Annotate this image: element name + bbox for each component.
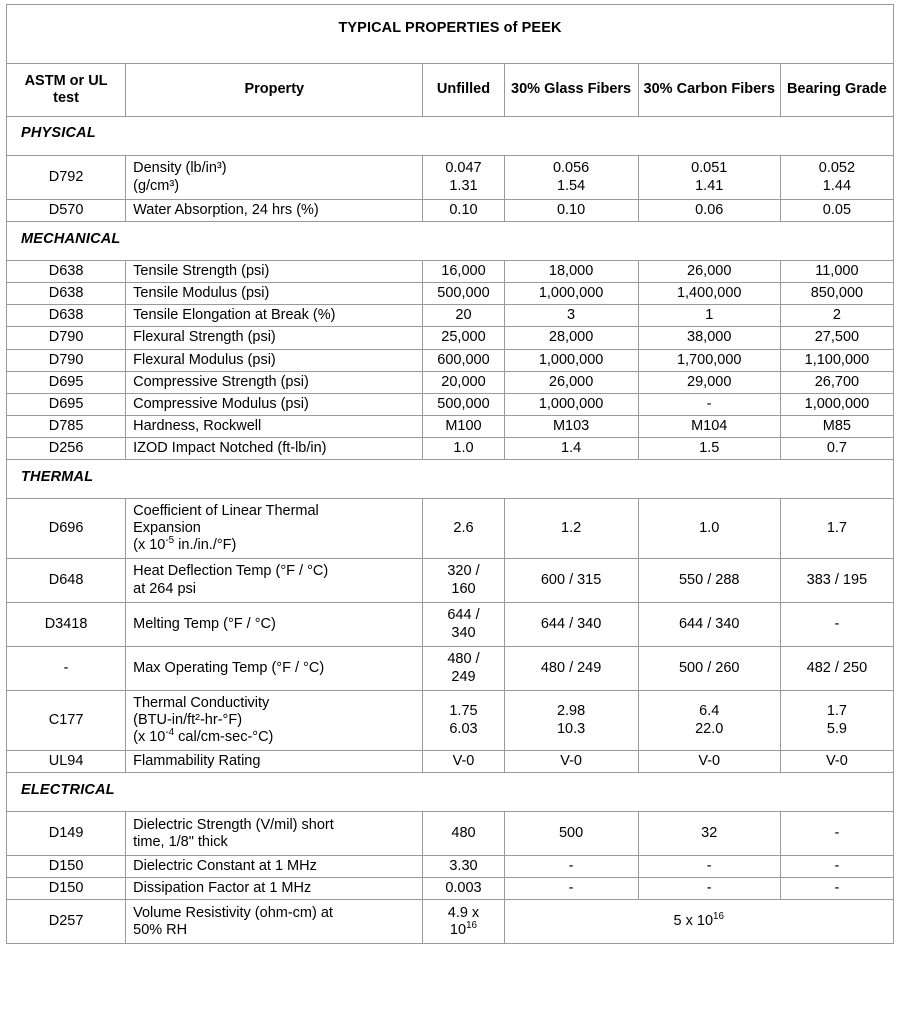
value-line: 10.3 — [556, 720, 586, 737]
section-title-physical: PHYSICAL — [7, 117, 894, 156]
cell-carbon: M104 — [638, 415, 780, 437]
cell-property — [126, 499, 423, 559]
section-header-row — [7, 222, 894, 261]
cell-carbon: 0.06 — [638, 200, 780, 222]
value-line: 22.0 — [695, 720, 724, 737]
value-mantissa: 10 — [449, 921, 467, 938]
cell-glass: 3 — [504, 305, 638, 327]
cell-unfilled: 480 — [423, 812, 504, 856]
cell-unfilled: 20 — [423, 305, 504, 327]
cell-unfilled — [423, 559, 504, 603]
cell-property: Melting Temp (°F / °C) — [126, 603, 423, 647]
cell-bearing — [780, 691, 893, 751]
cell-glass — [504, 156, 638, 200]
cell-bearing: 1,100,000 — [780, 349, 893, 371]
cell-astm: UL94 — [7, 751, 126, 773]
property-line: Density (lb/in³) — [133, 160, 227, 177]
value-line: 0.052 — [818, 160, 856, 177]
property-line — [133, 729, 419, 746]
value-line: 480 / — [447, 651, 480, 668]
table-row — [7, 393, 894, 415]
unit-suffix: cal/cm-sec-°C) — [174, 729, 274, 746]
cell-carbon: 26,000 — [638, 261, 780, 283]
cell-unfilled: 3.30 — [423, 856, 504, 878]
cell-unfilled: 20,000 — [423, 371, 504, 393]
value-line: 0.051 — [691, 160, 728, 177]
cell-astm: C177 — [7, 691, 126, 751]
cell-property: Flexural Strength (psi) — [126, 327, 423, 349]
cell-bearing: - — [780, 856, 893, 878]
cell-property — [126, 559, 423, 603]
cell-astm: D150 — [7, 856, 126, 878]
property-line: Heat Deflection Temp (°F / °C) — [133, 563, 329, 580]
value-line: 1.44 — [822, 177, 852, 194]
cell-unfilled: 600,000 — [423, 349, 504, 371]
cell-bearing: 1.7 — [780, 499, 893, 559]
cell-unfilled: 25,000 — [423, 327, 504, 349]
cell-property: Max Operating Temp (°F / °C) — [126, 647, 423, 691]
cell-astm: D638 — [7, 305, 126, 327]
table-row — [7, 415, 894, 437]
section-title-mechanical: MECHANICAL — [7, 222, 894, 261]
cell-bearing: 26,700 — [780, 371, 893, 393]
cell-property — [126, 156, 423, 200]
header-astm: ASTM or UL test — [7, 64, 126, 117]
cell-astm: - — [7, 647, 126, 691]
cell-carbon: 500 / 260 — [638, 647, 780, 691]
value-line: 1.31 — [449, 177, 478, 194]
cell-astm: D785 — [7, 415, 126, 437]
value-line: 340 — [451, 624, 476, 641]
cell-property: Compressive Modulus (psi) — [126, 393, 423, 415]
cell-astm: D570 — [7, 200, 126, 222]
property-line: (BTU-in/ft²-hr-°F) — [133, 712, 243, 729]
cell-carbon: - — [638, 878, 780, 900]
cell-merged-glass-carbon-bearing — [504, 900, 893, 944]
cell-property: Flammability Rating — [126, 751, 423, 773]
section-title-electrical: ELECTRICAL — [7, 773, 894, 812]
cell-glass: 1,000,000 — [504, 349, 638, 371]
cell-astm: D149 — [7, 812, 126, 856]
cell-unfilled: 0.10 — [423, 200, 504, 222]
cell-property: Dissipation Factor at 1 MHz — [126, 878, 423, 900]
cell-property — [126, 812, 423, 856]
value-line: 1.54 — [556, 177, 586, 194]
cell-astm: D256 — [7, 437, 126, 459]
cell-bearing: - — [780, 878, 893, 900]
cell-carbon: 1 — [638, 305, 780, 327]
cell-glass: 500 — [504, 812, 638, 856]
property-line: Dielectric Strength (V/mil) short — [133, 816, 334, 833]
cell-property: Tensile Elongation at Break (%) — [126, 305, 423, 327]
cell-carbon — [638, 691, 780, 751]
property-line: Volume Resistivity (ohm-cm) at — [133, 904, 333, 921]
cell-bearing: 482 / 250 — [780, 647, 893, 691]
unit-prefix: (x 10 — [133, 537, 166, 554]
cell-bearing: 0.05 — [780, 200, 893, 222]
cell-carbon: 1,700,000 — [638, 349, 780, 371]
cell-unfilled: 500,000 — [423, 283, 504, 305]
cell-carbon: - — [638, 393, 780, 415]
header-carbon-fibers: 30% Carbon Fibers — [638, 64, 780, 117]
header-bearing-grade: Bearing Grade — [780, 64, 893, 117]
header-unfilled: Unfilled — [423, 64, 504, 117]
cell-property: Water Absorption, 24 hrs (%) — [126, 200, 423, 222]
value-line: 320 / — [447, 563, 480, 580]
property-line: Thermal Conductivity — [133, 694, 270, 711]
section-header-row — [7, 773, 894, 812]
cell-glass: 600 / 315 — [504, 559, 638, 603]
value-line: 0.047 — [445, 160, 482, 177]
cell-unfilled: 1.0 — [423, 437, 504, 459]
cell-carbon: 32 — [638, 812, 780, 856]
cell-carbon: 550 / 288 — [638, 559, 780, 603]
cell-property — [126, 900, 423, 944]
cell-property: Dielectric Constant at 1 MHz — [126, 856, 423, 878]
value-line: 4.9 x — [447, 904, 480, 921]
table-row — [7, 305, 894, 327]
cell-astm: D790 — [7, 349, 126, 371]
cell-astm: D790 — [7, 327, 126, 349]
cell-unfilled — [423, 647, 504, 691]
value-line: 644 / — [447, 607, 480, 624]
value-mantissa: 5 x 10 — [673, 913, 714, 930]
value-line: 1.41 — [695, 177, 724, 194]
cell-carbon: V-0 — [638, 751, 780, 773]
cell-bearing: - — [780, 812, 893, 856]
table-row — [7, 603, 894, 647]
table-row — [7, 200, 894, 222]
cell-astm: D648 — [7, 559, 126, 603]
section-header-row — [7, 460, 894, 499]
cell-carbon — [638, 156, 780, 200]
table-row — [7, 349, 894, 371]
cell-glass: 480 / 249 — [504, 647, 638, 691]
column-header-row — [7, 64, 894, 117]
cell-bearing: 0.7 — [780, 437, 893, 459]
cell-carbon: - — [638, 856, 780, 878]
cell-glass: 1,000,000 — [504, 283, 638, 305]
table-row — [7, 856, 894, 878]
cell-glass: 18,000 — [504, 261, 638, 283]
cell-bearing: - — [780, 603, 893, 647]
properties-table — [6, 4, 894, 944]
cell-astm: D257 — [7, 900, 126, 944]
value-line: 5.9 — [826, 720, 847, 737]
value-line: 6.03 — [449, 720, 478, 737]
cell-glass: 26,000 — [504, 371, 638, 393]
property-line — [133, 537, 419, 554]
cell-carbon: 29,000 — [638, 371, 780, 393]
unit-exponent: -5 — [165, 535, 175, 547]
unit-prefix: (x 10 — [133, 729, 166, 746]
property-line: Coefficient of Linear Thermal — [133, 502, 319, 519]
value-line: 6.4 — [699, 703, 720, 720]
cell-bearing: M85 — [780, 415, 893, 437]
cell-bearing: V-0 — [780, 751, 893, 773]
cell-carbon: 644 / 340 — [638, 603, 780, 647]
title-row — [7, 5, 894, 64]
value-exponent: 16 — [466, 920, 478, 932]
cell-unfilled — [423, 603, 504, 647]
table-row — [7, 371, 894, 393]
cell-glass: 28,000 — [504, 327, 638, 349]
unit-exponent: -4 — [165, 727, 175, 739]
cell-property: Hardness, Rockwell — [126, 415, 423, 437]
table-row — [7, 437, 894, 459]
value-line: 1.7 — [826, 703, 847, 720]
value-line: 0.056 — [552, 160, 590, 177]
table-row — [7, 900, 894, 944]
cell-property: IZOD Impact Notched (ft-lb/in) — [126, 437, 423, 459]
section-title-thermal: THERMAL — [7, 460, 894, 499]
unit-suffix: in./in./°F) — [174, 537, 237, 554]
cell-unfilled — [423, 691, 504, 751]
cell-glass: 1.4 — [504, 437, 638, 459]
cell-property: Compressive Strength (psi) — [126, 371, 423, 393]
table-row — [7, 156, 894, 200]
property-line: Expansion — [133, 520, 201, 537]
cell-glass — [504, 691, 638, 751]
table-row — [7, 751, 894, 773]
cell-unfilled: 16,000 — [423, 261, 504, 283]
page-title: TYPICAL PROPERTIES of PEEK — [7, 5, 894, 64]
cell-glass: 1.2 — [504, 499, 638, 559]
table-row — [7, 812, 894, 856]
cell-bearing: 850,000 — [780, 283, 893, 305]
section-header-row — [7, 117, 894, 156]
cell-glass: 1,000,000 — [504, 393, 638, 415]
watermark-avatar-icon — [486, 963, 512, 983]
cell-bearing: 1,000,000 — [780, 393, 893, 415]
value-line: 2.98 — [556, 703, 586, 720]
property-line: 50% RH — [133, 921, 188, 938]
cell-unfilled — [423, 900, 504, 944]
table-row — [7, 499, 894, 559]
table-row — [7, 261, 894, 283]
table-row — [7, 691, 894, 751]
cell-bearing — [780, 156, 893, 200]
cell-carbon: 38,000 — [638, 327, 780, 349]
cell-astm: D150 — [7, 878, 126, 900]
table-row — [7, 327, 894, 349]
cell-property: Tensile Strength (psi) — [126, 261, 423, 283]
value-exponent: 16 — [713, 911, 724, 923]
value-line: 1.75 — [449, 703, 478, 720]
cell-glass: M103 — [504, 415, 638, 437]
cell-astm: D792 — [7, 156, 126, 200]
value-line — [425, 922, 501, 939]
cell-astm: D3418 — [7, 603, 126, 647]
cell-unfilled: 2.6 — [423, 499, 504, 559]
cell-property: Flexural Modulus (psi) — [126, 349, 423, 371]
cell-astm: D638 — [7, 261, 126, 283]
header-glass-fibers: 30% Glass Fibers — [504, 64, 638, 117]
property-line: (g/cm³) — [133, 177, 180, 194]
table-row — [7, 647, 894, 691]
property-line: time, 1/8" thick — [133, 833, 228, 850]
cell-glass: - — [504, 878, 638, 900]
cell-bearing: 27,500 — [780, 327, 893, 349]
property-line: at 264 psi — [133, 580, 197, 597]
watermark-text: 头条 @罗罗国记 luoluonotes — [404, 971, 834, 1007]
cell-unfilled: M100 — [423, 415, 504, 437]
cell-property: Tensile Modulus (psi) — [126, 283, 423, 305]
cell-property — [126, 691, 423, 751]
cell-astm: D696 — [7, 499, 126, 559]
cell-carbon: 1.0 — [638, 499, 780, 559]
cell-unfilled — [423, 156, 504, 200]
table-row — [7, 559, 894, 603]
header-property: Property — [126, 64, 423, 117]
value-line: 249 — [451, 668, 476, 685]
cell-unfilled: V-0 — [423, 751, 504, 773]
cell-carbon: 1,400,000 — [638, 283, 780, 305]
cell-unfilled: 0.003 — [423, 878, 504, 900]
cell-bearing: 383 / 195 — [780, 559, 893, 603]
cell-bearing: 2 — [780, 305, 893, 327]
table-row — [7, 283, 894, 305]
cell-bearing: 11,000 — [780, 261, 893, 283]
cell-glass: 0.10 — [504, 200, 638, 222]
cell-unfilled: 500,000 — [423, 393, 504, 415]
cell-astm: D638 — [7, 283, 126, 305]
cell-glass: - — [504, 856, 638, 878]
cell-glass: 644 / 340 — [504, 603, 638, 647]
cell-astm: D695 — [7, 393, 126, 415]
cell-glass: V-0 — [504, 751, 638, 773]
cell-carbon: 1.5 — [638, 437, 780, 459]
table-row — [7, 878, 894, 900]
value-line: 160 — [451, 580, 476, 597]
cell-astm: D695 — [7, 371, 126, 393]
